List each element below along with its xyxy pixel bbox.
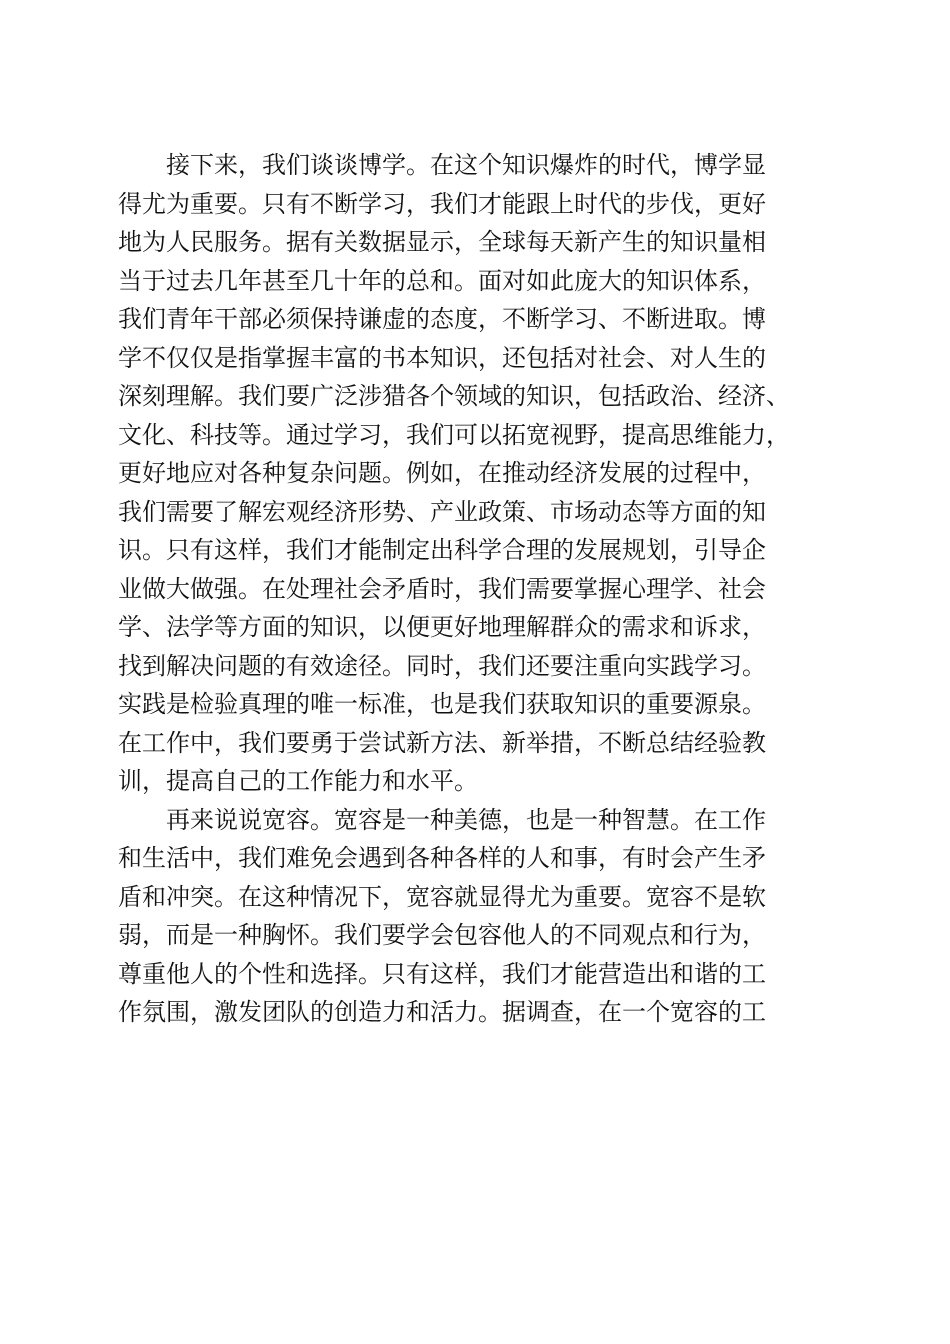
- text-line: 接下来，我们谈谈博学。在这个知识爆炸的时代，博学显: [166, 151, 766, 179]
- text-line: 学、法学等方面的知识，以便更好地理解群众的需求和诉求，: [118, 613, 766, 641]
- text-line: 我们青年干部必须保持谦虚的态度，不断学习、不断进取。博: [118, 305, 766, 333]
- text-line: 弱，而是一种胸怀。我们要学会包容他人的不同观点和行为，: [118, 921, 766, 949]
- paragraph: [118, 801, 830, 1032]
- text-line: 业做大做强。在处理社会矛盾时，我们需要掌握心理学、社会: [118, 574, 766, 603]
- text-line: 尊重他人的个性和选择。只有这样，我们才能营造出和谐的工: [118, 959, 766, 988]
- text-line: 当于过去几年甚至几十年的总和。面对如此庞大的知识体系，: [118, 266, 766, 295]
- text-line: 我们需要了解宏观经济形势、产业政策、市场动态等方面的知: [118, 497, 766, 526]
- text-line: 学不仅仅是指掌握丰富的书本知识，还包括对社会、对人生的: [118, 343, 766, 372]
- text-line: 在工作中，我们要勇于尝试新方法、新举措，不断总结经验教: [118, 728, 766, 757]
- text-line: 地为人民服务。据有关数据显示，全球每天新产生的知识量相: [118, 228, 766, 256]
- text-line: 得尤为重要。只有不断学习，我们才能跟上时代的步伐，更好: [118, 189, 766, 218]
- text-line: 识。只有这样，我们才能制定出科学合理的发展规划，引导企: [118, 536, 766, 564]
- document-body: [118, 146, 830, 1032]
- text-line: 找到解决问题的有效途径。同时，我们还要注重向实践学习。: [118, 651, 766, 680]
- text-line: 深刻理解。我们要广泛涉猎各个领域的知识，包括政治、经济、: [118, 382, 790, 410]
- text-line: 再来说说宽容。宽容是一种美德，也是一种智慧。在工作: [166, 805, 766, 834]
- text-line: 和生活中，我们难免会遇到各种各样的人和事，有时会产生矛: [118, 844, 766, 872]
- text-line: 更好地应对各种复杂问题。例如，在推动经济发展的过程中，: [118, 459, 766, 487]
- text-line: 文化、科技等。通过学习，我们可以拓宽视野，提高思维能力，: [118, 420, 790, 449]
- text-line: 实践是检验真理的唯一标准，也是我们获取知识的重要源泉。: [118, 690, 766, 718]
- text-line: 训，提高自己的工作能力和水平。: [118, 767, 478, 795]
- paragraph: [118, 146, 830, 801]
- text-line: 作氛围，激发团队的创造力和活力。据调查，在一个宽容的工: [118, 998, 766, 1026]
- text-line: 盾和冲突。在这种情况下，宽容就显得尤为重要。宽容不是软: [118, 882, 766, 911]
